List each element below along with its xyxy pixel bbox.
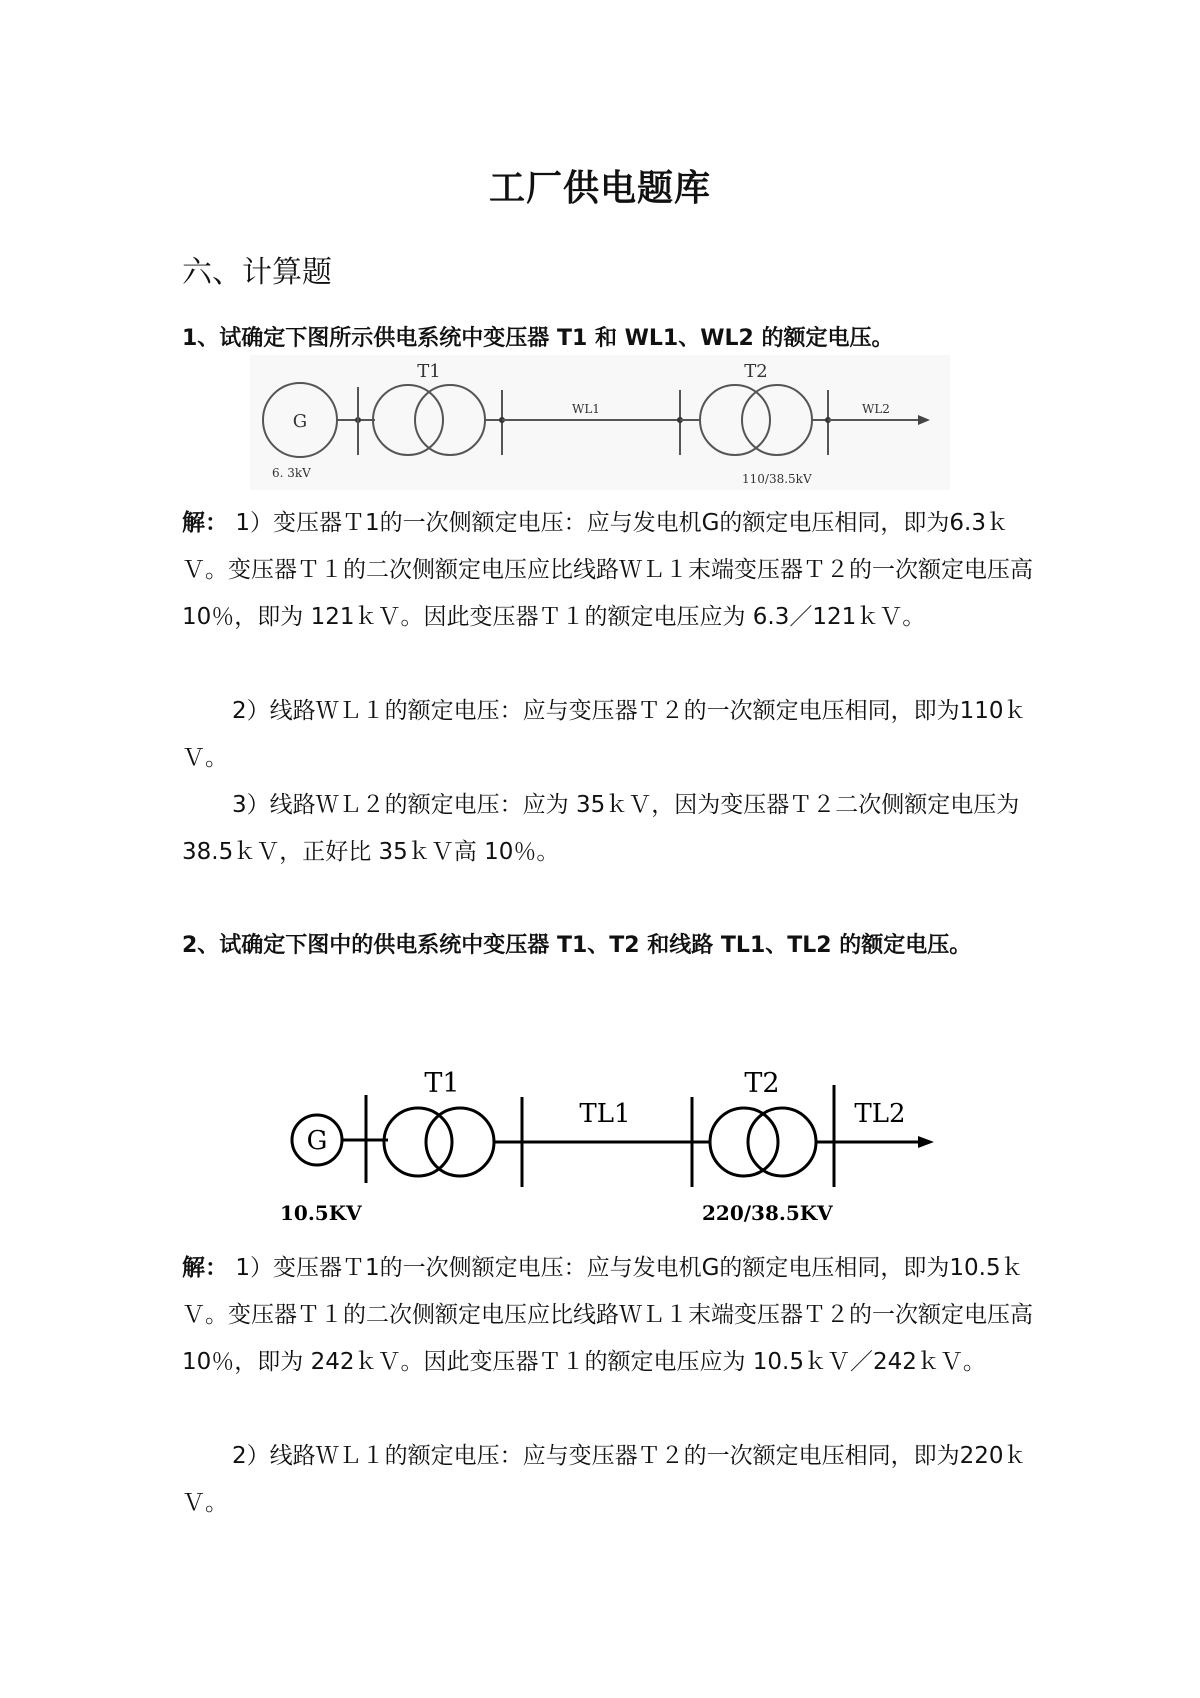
- tl2-label: TL2: [854, 1099, 906, 1129]
- section-heading: 六、计算题: [182, 255, 332, 290]
- t2-label: T2: [744, 1068, 780, 1099]
- question-1-text: 1、试确定下图所示供电系统中变压器 T1 和 WL1、WL2 的额定电压。: [182, 326, 894, 351]
- solution-1-part-1: [182, 500, 1034, 641]
- t1-label: T1: [424, 1068, 460, 1099]
- tl1-label: TL1: [579, 1099, 631, 1129]
- generator-label: G: [292, 411, 308, 432]
- transformer-t1-winding-2: [426, 1108, 494, 1176]
- solution-label: 解：: [182, 1255, 228, 1281]
- solution-label: 解：: [182, 510, 228, 536]
- solution-1-part-2: 2）线路ＷＬ１的额定电压：应与变压器Ｔ２的一次额定电压相同，即为110ｋＶ。: [182, 698, 1027, 771]
- solution-2-part-2: 2）线路ＷＬ１的额定电压：应与变压器Ｔ２的一次额定电压相同，即为220ｋＶ。: [182, 1443, 1027, 1516]
- diagram-1: [250, 355, 950, 490]
- solution-2-part-1: [182, 1245, 1034, 1386]
- solution-1-part-3: 3）线路ＷＬ２的额定电压：应为 35ｋＶ，因为变压器Ｔ２二次侧额定电压为 38.5ｋＶ，正好比 35ｋＶ高 10％。: [182, 792, 1020, 865]
- t2-voltage-label: 220/38.5KV: [702, 1201, 833, 1225]
- transformer-t2-winding-2: [748, 1108, 816, 1176]
- transformer-t2-winding-1: [710, 1108, 778, 1176]
- t1-label: T1: [417, 361, 441, 382]
- solution-text: 1）变压器Ｔ1的一次侧额定电压：应与发电机G的额定电压相同，即为10.5ｋＶ。变压器Ｔ１的二次侧额定电压应比线路ＷＬ１末端变压器Ｔ２的一次额定电压高 10％，即为 242ｋＶ。因此变压器Ｔ１的额定电压应为 10.5ｋＶ／242ｋＶ。: [182, 1255, 1033, 1375]
- wl1-label: WL1: [572, 402, 600, 416]
- transformer-t1-winding-1: [384, 1108, 452, 1176]
- page-title: 工厂供电题库: [488, 168, 711, 209]
- diagram-1-background: [250, 355, 950, 490]
- generator-voltage-label: 6. 3kV: [272, 466, 311, 480]
- generator-label: G: [306, 1126, 328, 1156]
- question-2-text: 2、试确定下图中的供电系统中变压器 T1、T2 和线路 TL1、TL2 的额定电压。: [182, 933, 972, 958]
- solution-text: 1）变压器Ｔ1的一次侧额定电压：应与发电机G的额定电压相同，即为6.3ｋＶ。变压器Ｔ１的二次侧额定电压应比线路ＷＬ１末端变压器Ｔ２的一次额定电压高 10％，即为 121ｋＶ。因此变压器Ｔ１的额定电压应为 6.3／121ｋＶ。: [182, 510, 1033, 630]
- generator-voltage-label: 10.5KV: [280, 1201, 362, 1225]
- t2-label: T2: [744, 361, 768, 382]
- diagram-2: [270, 1055, 950, 1230]
- t2-voltage-label: 110/38.5kV: [742, 472, 812, 486]
- wl2-label: WL2: [862, 402, 890, 416]
- arrow-head: [918, 1136, 934, 1148]
